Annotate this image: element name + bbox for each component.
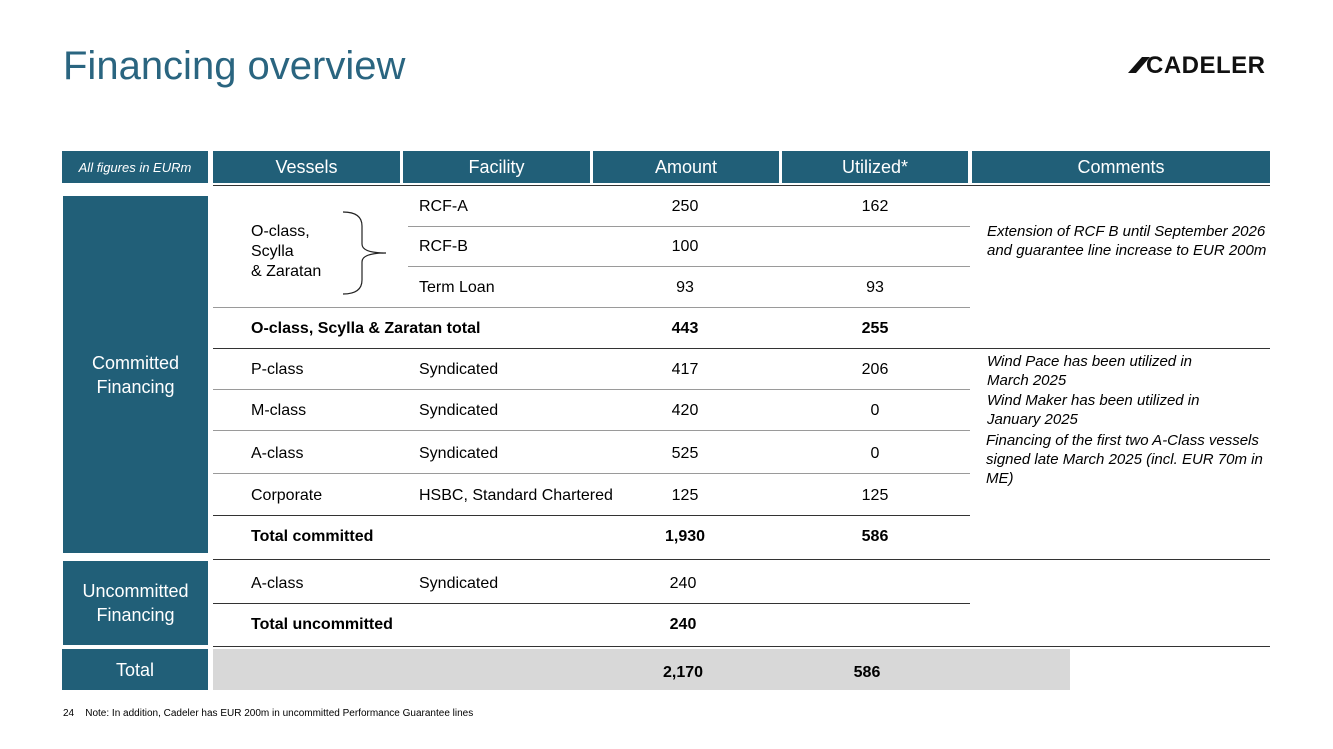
total-committed-label: Total committed — [251, 528, 374, 545]
header-vessels: Vessels — [213, 151, 400, 183]
total-uncommitted-label: Total uncommitted — [251, 616, 393, 633]
header-figures-note: All figures in EURm — [62, 151, 208, 183]
utilized-p-class: 206 — [861, 361, 889, 378]
row-rule — [213, 603, 970, 604]
total-committed-utilized: 586 — [861, 528, 889, 545]
amount-uncommitted-a-class: 240 — [669, 575, 697, 592]
vessel-corporate: Corporate — [251, 487, 323, 504]
vessel-m-class: M-class — [251, 402, 307, 419]
facility-corporate: HSBC, Standard Chartered — [419, 487, 613, 504]
grand-total-amount: 2,170 — [662, 664, 704, 681]
row-rule — [408, 226, 970, 227]
comment-wind-maker: Wind Maker has been utilized in January 2025 — [987, 392, 1200, 428]
uncommitted-financing-label: Uncommitted Financing — [63, 561, 208, 645]
facility-rcf-b: RCF-B — [419, 238, 468, 255]
utilized-m-class: 0 — [870, 402, 880, 419]
group-total-label: O-class, Scylla & Zaratan total — [251, 320, 481, 337]
grand-total-utilized: 586 — [853, 664, 881, 681]
utilized-a-class: 0 — [870, 445, 880, 462]
vessel-a-class: A-class — [251, 445, 304, 462]
group-vessel-line: Scylla — [251, 243, 294, 260]
header-utilized: Utilized* — [782, 151, 968, 183]
group-vessels-label — [251, 222, 321, 282]
row-rule — [213, 515, 970, 516]
logo-text: CADELER — [1146, 52, 1266, 79]
group-total-amount: 443 — [671, 320, 699, 337]
section-rule — [213, 559, 1270, 560]
amount-p-class: 417 — [671, 361, 699, 378]
facility-a-class: Syndicated — [419, 445, 499, 462]
group-vessel-line: & Zaratan — [251, 263, 322, 280]
header-comments: Comments — [972, 151, 1270, 183]
facility-m-class: Syndicated — [419, 402, 499, 419]
amount-rcf-b: 100 — [671, 238, 699, 255]
page-title: Financing overview — [63, 44, 406, 88]
amount-rcf-a: 250 — [671, 198, 699, 215]
comment-wind-pace: Wind Pace has been utilized in March 2025 — [987, 353, 1192, 389]
vessel-p-class: P-class — [251, 361, 304, 378]
row-rule — [213, 389, 970, 390]
total-uncommitted-amount: 240 — [669, 616, 697, 633]
amount-term-loan: 93 — [676, 279, 694, 296]
section-rule — [213, 348, 1270, 349]
row-rule — [213, 307, 970, 308]
facility-uncommitted-a-class: Syndicated — [419, 575, 499, 592]
facility-rcf-a: RCF-A — [419, 198, 468, 215]
utilized-term-loan: 93 — [866, 279, 884, 296]
group-comment: Extension of RCF B until September 2026 and guarantee line increase to EUR 200m — [987, 223, 1267, 259]
comment-a-class-financing: Financing of the first two A-Class vessels signed late March 2025 (incl. EUR 70m in ME) — [986, 432, 1263, 487]
utilized-corporate: 125 — [861, 487, 889, 504]
amount-corporate: 125 — [671, 487, 699, 504]
row-rule — [408, 266, 970, 267]
page-number: 24 — [63, 708, 75, 719]
utilized-rcf-a: 162 — [861, 198, 889, 215]
group-vessel-line: O-class, — [251, 223, 310, 240]
header-amount: Amount — [593, 151, 779, 183]
amount-m-class: 420 — [671, 402, 699, 419]
total-label: Total — [62, 649, 208, 690]
header-rule — [213, 185, 1270, 186]
footnote — [63, 708, 473, 719]
vessel-uncommitted-a-class: A-class — [251, 575, 304, 592]
facility-p-class: Syndicated — [419, 361, 499, 378]
total-committed-amount: 1,930 — [664, 528, 706, 545]
amount-a-class: 525 — [671, 445, 699, 462]
section-rule — [213, 646, 1270, 647]
footnote-text: Note: In addition, Cadeler has EUR 200m in uncommitted Performance Guarantee lines — [85, 708, 474, 719]
row-rule — [213, 430, 970, 431]
facility-term-loan: Term Loan — [419, 279, 495, 296]
header-facility: Facility — [403, 151, 590, 183]
row-rule — [213, 473, 970, 474]
group-total-utilized: 255 — [861, 320, 889, 337]
brace-icon — [340, 210, 390, 296]
committed-financing-label: Committed Financing — [63, 196, 208, 553]
